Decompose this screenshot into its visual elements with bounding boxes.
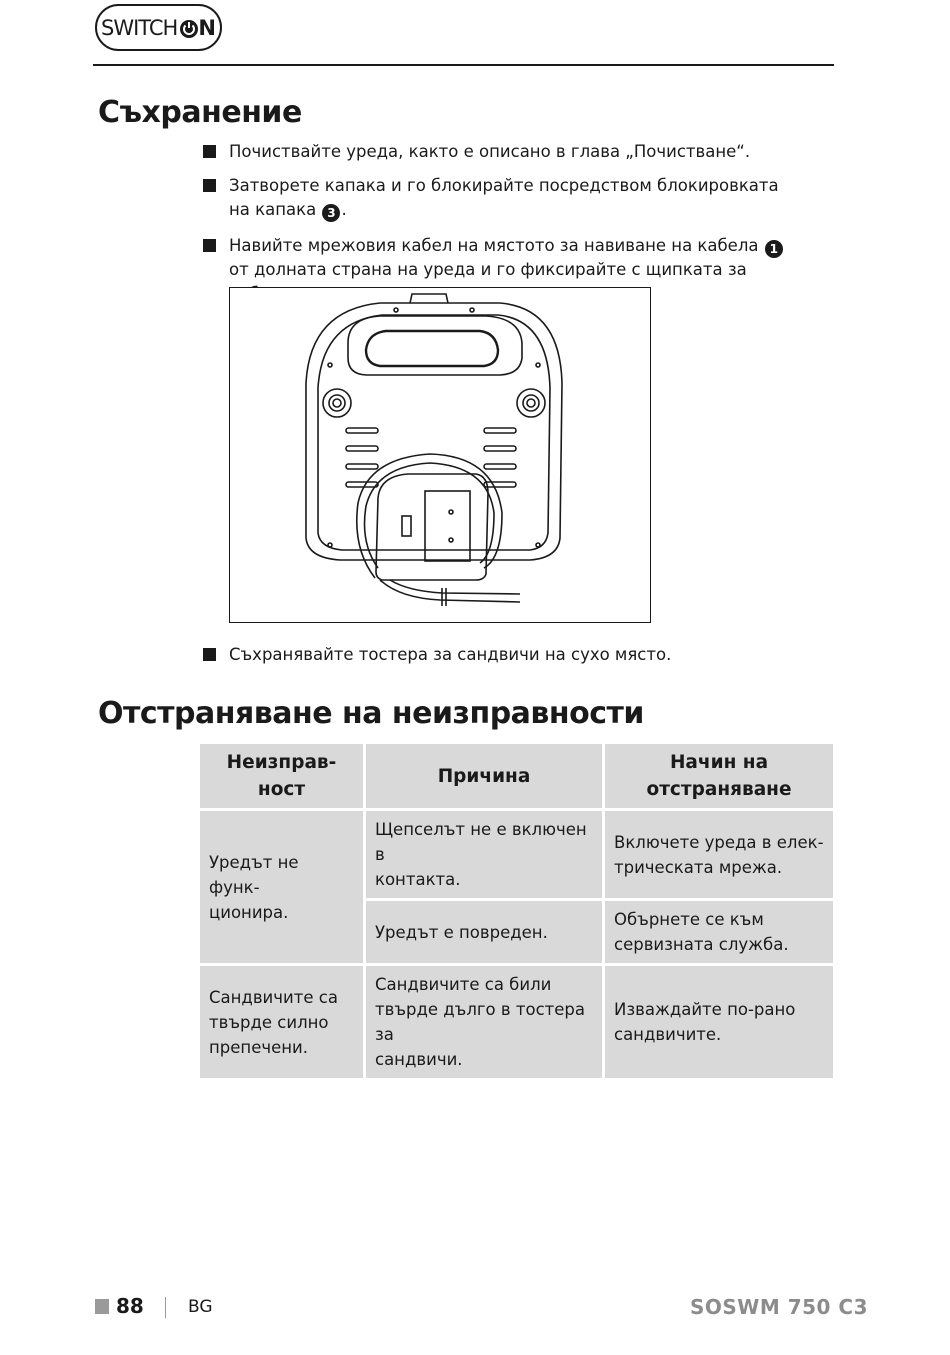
storage-bullet [203,643,809,667]
cell-remedy: Изваждайте по-рано сандвичите. [605,966,833,1078]
bullet-square-icon [203,239,216,252]
bullet-square-icon [203,145,216,158]
table-header-row [200,744,833,808]
bullet-text: Съхранявайте тостера за сандвичи на сухо място. [229,645,672,664]
table-row [200,966,833,1078]
logo-n-letter: N [198,15,216,40]
language-code: BG [188,1297,213,1317]
model-number: SOSWM 750 C3 [689,1295,868,1319]
sandwich-toaster-illustration [229,287,651,623]
cell-cause: Уредът е повреден. [366,901,602,963]
power-icon [179,17,199,39]
storage-bullet [203,140,809,164]
bullet-square-icon [203,648,216,661]
header-cause: Причина [366,744,602,808]
bullet-text: Почиствайте уреда, както е описано в глава „Почистване“. [229,142,751,161]
cell-fault: Сандвичите са твърде силно препечени. [200,966,363,1078]
troubleshooting-table [197,741,836,1081]
cell-cause: Сандвичите са били твърде дълго в тостера за сандвичи. [366,966,602,1078]
bullet-text: Навийте мрежовия кабел на мястото за навиване на кабела 1 от долната страна на уреда и го фиксирайте с щипката за [229,234,799,306]
table-row [200,811,833,898]
bullet-text: Затворете капака и го блокирайте посредством блокировката на капака 3 . [229,176,779,220]
cell-remedy: Обърнете се към сервизната служба. [605,901,833,963]
cell-fault: Уредът не функ- ционира. [200,811,363,963]
header-remedy: Начин на отстраняване [605,744,833,808]
cell-remedy: Включете уреда в елек- трическата мрежа. [605,811,833,898]
header-fault: Неизправ- ност [200,744,363,808]
logo-on-badge [179,16,216,40]
callout-number: 3 [322,204,340,222]
section-title-troubleshooting: Отстраняване на неизправности [98,696,644,731]
page-number: 88 [116,1294,144,1318]
footer-divider [165,1297,166,1318]
storage-bullet [203,174,789,222]
toaster-bottom-view-image [230,288,649,621]
section-title-storage: Съхранение [98,95,302,130]
callout-number: 1 [765,240,783,258]
bullet-square-icon [203,179,216,192]
header-rule [93,64,834,66]
footer-square-icon [95,1299,109,1314]
cell-cause: Щепселът не е включен в контакта. [366,811,602,898]
brand-logo [95,4,222,51]
logo-switch-text: SWITCH [101,15,178,40]
